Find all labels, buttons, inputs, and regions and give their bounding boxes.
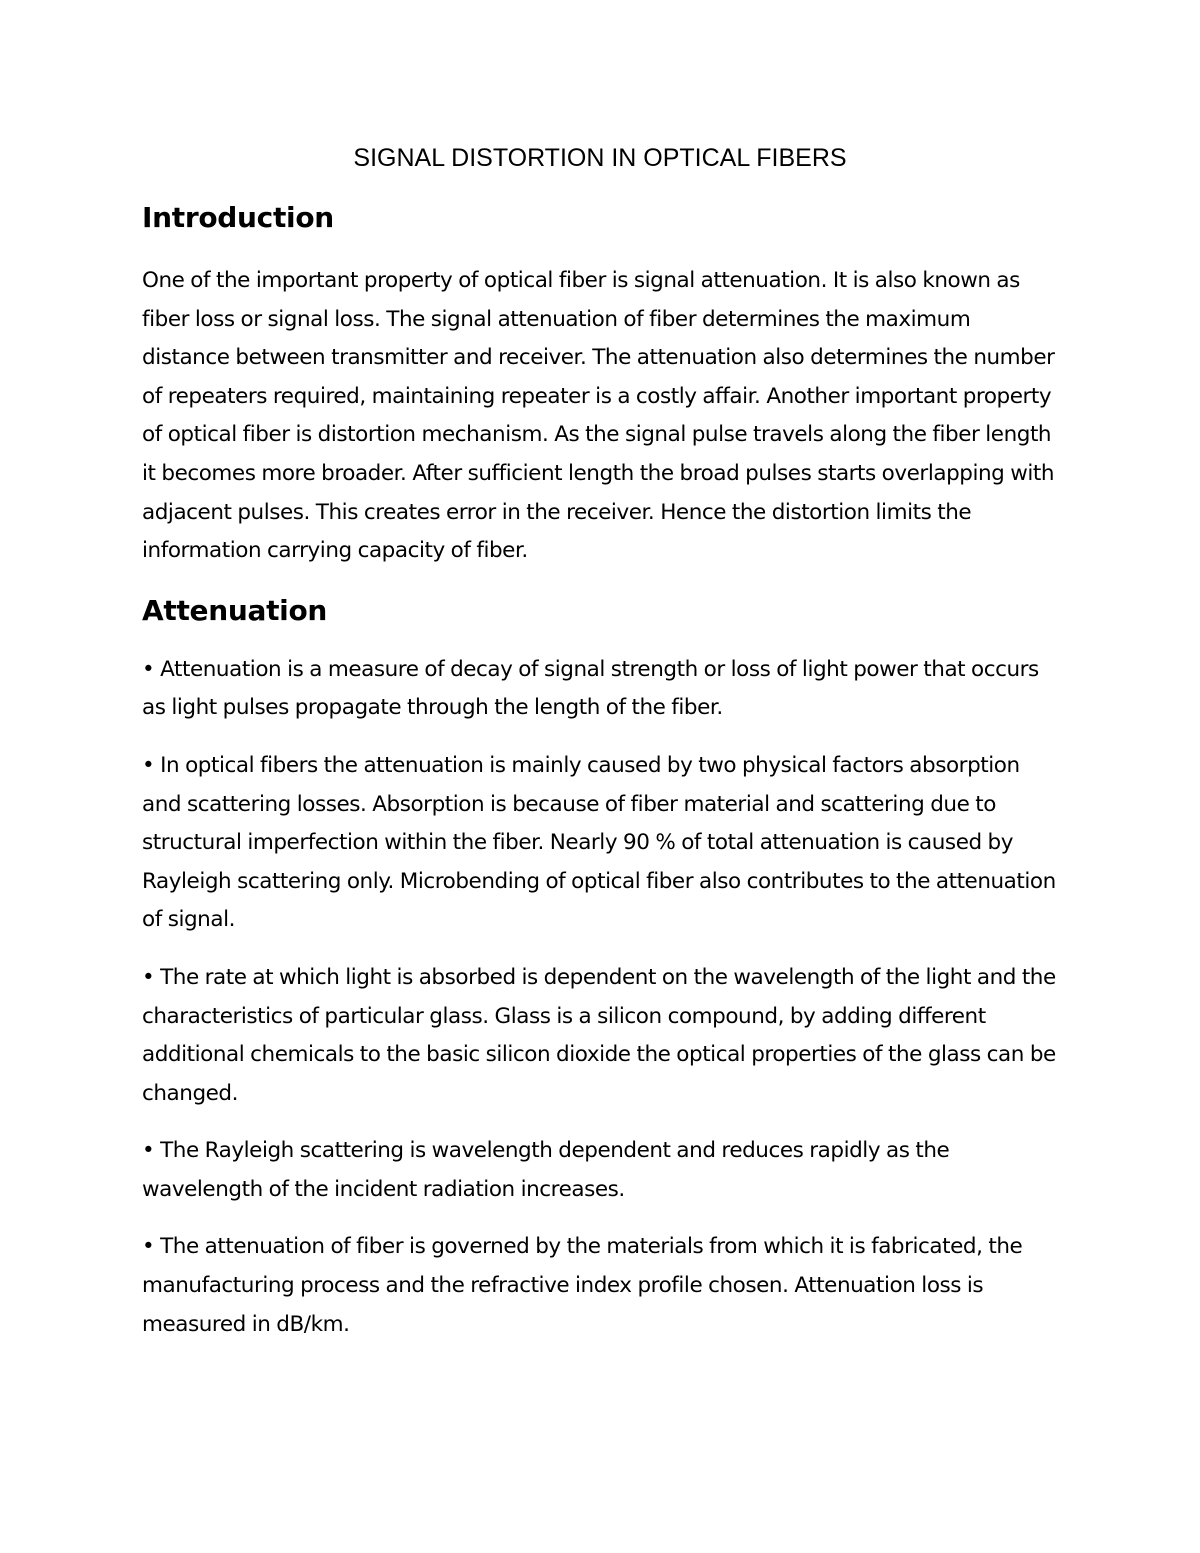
section-heading-introduction: Introduction xyxy=(142,201,334,234)
document-title: SIGNAL DISTORTION IN OPTICAL FIBERS xyxy=(353,144,847,172)
bullet-item xyxy=(142,651,1062,728)
bullet-text: In optical fibers the attenuation is mainly caused by two physical factors absorption and scattering losses. Absorption is because of fiber material and scattering due to structural imperfection within the fiber. Nearly 90 % of total attenuation is caused by Rayleigh scattering only. Microbending of optical fiber also contributes to the attenuation of signal. xyxy=(142,752,1056,933)
introduction-paragraph: One of the important property of optical fiber is signal attenuation. It is also known as fiber loss or signal loss. The signal attenuation of fiber determines the maximum distance between transmitter and receiver. The attenuation also determines the number of repeaters required, maintaining repeater is a costly affair. Another important property of optical fiber is distortion mechanism. As the signal pulse travels along the fiber length it becomes more broader. After sufficient length the broad pulses starts overlapping with adjacent pulses. This creates error in the receiver. Hence the distortion limits the information carrying capacity of fiber. xyxy=(142,268,1055,564)
bullet-icon: • xyxy=(142,1234,155,1260)
section-heading-attenuation: Attenuation xyxy=(142,593,328,627)
bullet-item xyxy=(142,1228,1062,1344)
bullet-icon: • xyxy=(142,1138,155,1164)
bullet-text: Attenuation is a measure of decay of signal strength or loss of light power that occurs as light pulses propagate through the length of the fiber. xyxy=(142,656,1039,721)
bullet-icon: • xyxy=(142,964,155,990)
bullet-item xyxy=(142,959,1062,1113)
bullet-item xyxy=(142,1132,1062,1209)
bullet-text: The attenuation of fiber is governed by the materials from which it is fabricated, the manufacturing process and the refractive index profile chosen. Attenuation loss is measured in dB/km. xyxy=(142,1234,1023,1337)
bullet-text: The Rayleigh scattering is wavelength dependent and reduces rapidly as the wavelength of the incident radiation increases. xyxy=(142,1138,950,1202)
bullet-icon: • xyxy=(142,752,155,778)
bullet-item xyxy=(142,747,1062,940)
bullet-text: The rate at which light is absorbed is dependent on the wavelength of the light and the characteristics of particular glass. Glass is a silicon compound, by adding different additional chemicals to the basic silicon dioxide the optical properties of the glass can be changed. xyxy=(142,964,1056,1106)
document-body xyxy=(142,198,1062,1363)
bullet-icon: • xyxy=(142,656,155,682)
